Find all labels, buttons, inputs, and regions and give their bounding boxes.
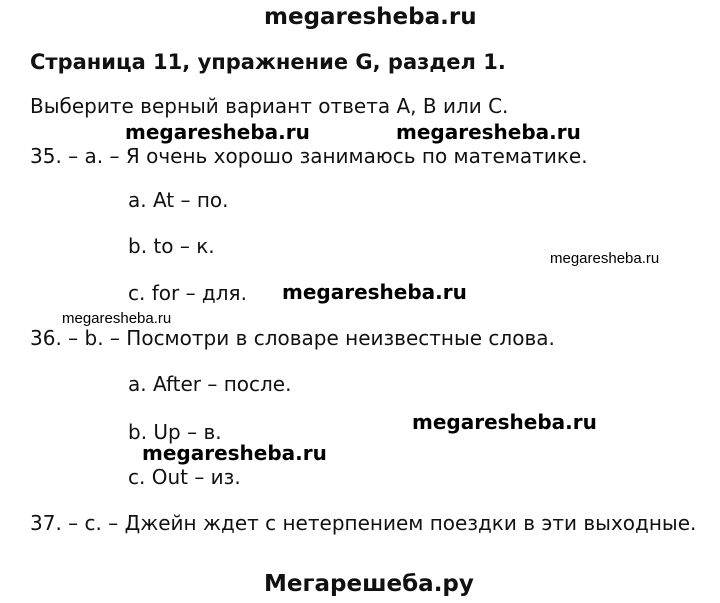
watermark: megaresheba.ru [282, 280, 467, 304]
watermark: megaresheba.ru [396, 120, 581, 144]
option-35-b: b. to – к. [128, 234, 215, 258]
option-35-a: a. At – по. [128, 188, 229, 212]
watermark: megaresheba.ru [412, 410, 597, 434]
header-watermark: megaresheba.ru [264, 4, 477, 30]
instruction-text: Выберите верный вариант ответа A, B или C. [30, 94, 509, 118]
option-36-a: a. After – после. [128, 372, 292, 396]
option-36-b: b. Up – в. [128, 420, 222, 444]
option-35-c: c. for – для. [128, 281, 247, 305]
watermark: megaresheba.ru [62, 310, 172, 327]
watermark: megaresheba.ru [125, 120, 310, 144]
question-37: 37. – c. – Джейн ждет с нетерпением поездки в эти выходные. [30, 511, 697, 535]
option-36-c: c. Out – из. [128, 465, 241, 489]
page-title: Страница 11, упражнение G, раздел 1. [30, 50, 506, 74]
footer-brand: Мегарешеба.ру [264, 571, 474, 597]
question-35: 35. – a. – Я очень хорошо занимаюсь по математике. [30, 144, 588, 168]
question-36: 36. – b. – Посмотри в словаре неизвестные слова. [30, 326, 555, 350]
watermark: megaresheba.ru [550, 250, 660, 267]
watermark: megaresheba.ru [142, 441, 327, 465]
